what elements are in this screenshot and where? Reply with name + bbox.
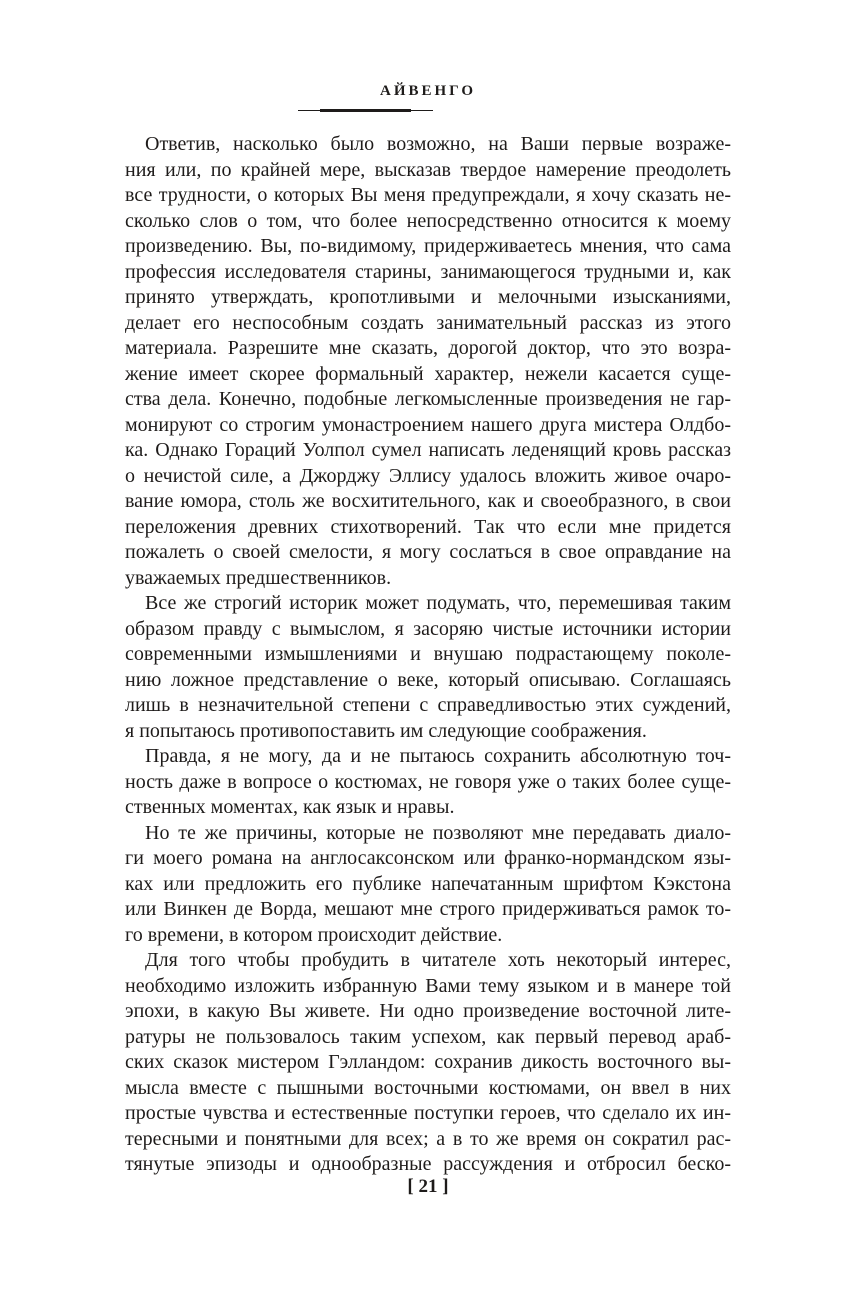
text-line: или Винкен де Ворда, мешают мне строго придерживаться рамок то- <box>125 898 731 920</box>
text-line: образом правду с вымыслом, я засоряю чистые источники истории <box>125 617 731 640</box>
body-text <box>125 132 731 1178</box>
text-line: все трудности, о которых Вы меня предупреждали, я хочу сказать не- <box>125 184 731 206</box>
header-rule-ornament <box>320 109 411 112</box>
text-line: ратуры не пользовалось таким успехом, как первый перевод араб- <box>125 1025 731 1048</box>
text-line: нию ложное представление о веке, который описываю. Соглашаясь <box>125 668 731 691</box>
text-line: произведению. Вы, по-видимому, придерживаетесь мнения, что сама <box>125 235 731 257</box>
text-line: Для того чтобы пробудить в читателе хоть некоторый интерес, <box>145 949 731 971</box>
text-line: го времени, в котором происходит действие. <box>125 923 503 946</box>
text-line: современными измышлениями и внушаю подрастающему поколе- <box>125 643 731 665</box>
text-line: ги моего романа на англосаксонском или франко-нормандском язы- <box>125 847 731 869</box>
running-head: АЙВЕНГО <box>379 83 476 99</box>
text-line: ственных моментах, как язык и нравы. <box>125 796 455 818</box>
text-line: Все же строгий историк может подумать, что, перемешивая таким <box>145 592 731 614</box>
text-line: ка. Однако Гораций Уолпол сумел написать леденящий кровь рассказ <box>125 439 731 461</box>
text-line: лишь в незначительной степени с справедливостью этих суждений, <box>125 694 731 716</box>
paragraph <box>125 821 731 949</box>
text-line: простые чувства и естественные поступки героев, что сделало их ин- <box>125 1102 731 1124</box>
text-line: переложения древних стихотворений. Так что если мне придется <box>125 515 731 538</box>
text-line: я попытаюсь противопоставить им следующие соображения. <box>125 719 647 742</box>
text-line: ства дела. Конечно, подобные легкомысленные произведения не гар- <box>125 388 731 410</box>
text-line: эпохи, в какую Вы живете. Ни одно произведение восточной лите- <box>125 1000 731 1022</box>
text-line: о нечистой силе, а Джорджу Эллису удалось вложить живое очаро- <box>125 464 731 487</box>
text-line: Ответив, насколько было возможно, на Ваши первые возраже- <box>145 133 731 155</box>
paragraph <box>125 591 731 744</box>
text-line: монируют со строгим умонастроением нашего друга мистера Олдбо- <box>125 413 731 436</box>
text-line: мысла вместе с пышными восточными костюмами, он ввел в них <box>125 1076 731 1099</box>
text-line: Но те же причины, которые не позволяют мне передавать диало- <box>145 821 731 844</box>
text-line: уважаемых предшественников. <box>125 566 392 589</box>
text-line: вание юмора, столь же восхитительного, как и своеобразного, в свои <box>125 490 731 512</box>
text-line: тянутые эпизоды и однообразные рассуждения и отбросил беско- <box>125 1153 731 1175</box>
paragraph <box>125 744 731 821</box>
text-line: ских сказок мистером Гэлландом: сохранив дикость восточного вы- <box>125 1051 731 1073</box>
text-line: делает его неспособным создать занимательный рассказ из этого <box>125 311 731 334</box>
text-line: тересными и понятными для всех; а в то же время он сократил рас- <box>125 1127 731 1150</box>
paragraph <box>125 132 731 591</box>
text-line: Правда, я не могу, да и не пытаюсь сохранить абсолютную точ- <box>145 745 731 767</box>
text-line: ность даже в вопросе о костюмах, не говоря уже о таких более суще- <box>125 770 731 793</box>
text-line: принято утверждать, кропотливыми и мелочными изысканиями, <box>125 286 731 308</box>
text-line: необходимо изложить избранную Вами тему языком и в манере той <box>125 974 731 997</box>
text-line: пожалеть о своей смелости, я могу сослаться в свое оправдание на <box>125 541 731 563</box>
text-line: ния или, по крайней мере, высказав твердое намерение преодолеть <box>125 158 731 181</box>
page-number: [ 21 ] <box>407 1176 449 1197</box>
text-line: профессия исследователя старины, занимающегося трудными и, как <box>125 260 731 283</box>
text-line: жение имеет скорее формальный характер, нежели касается суще- <box>125 362 731 385</box>
paragraph <box>125 948 731 1178</box>
text-line: материала. Разрешите мне сказать, дорогой доктор, что это возра- <box>125 337 731 359</box>
text-line: сколько слов о том, что более непосредственно относится к моему <box>125 209 731 232</box>
text-line: ках или предложить его публике напечатанным шрифтом Кэкстона <box>125 872 731 895</box>
